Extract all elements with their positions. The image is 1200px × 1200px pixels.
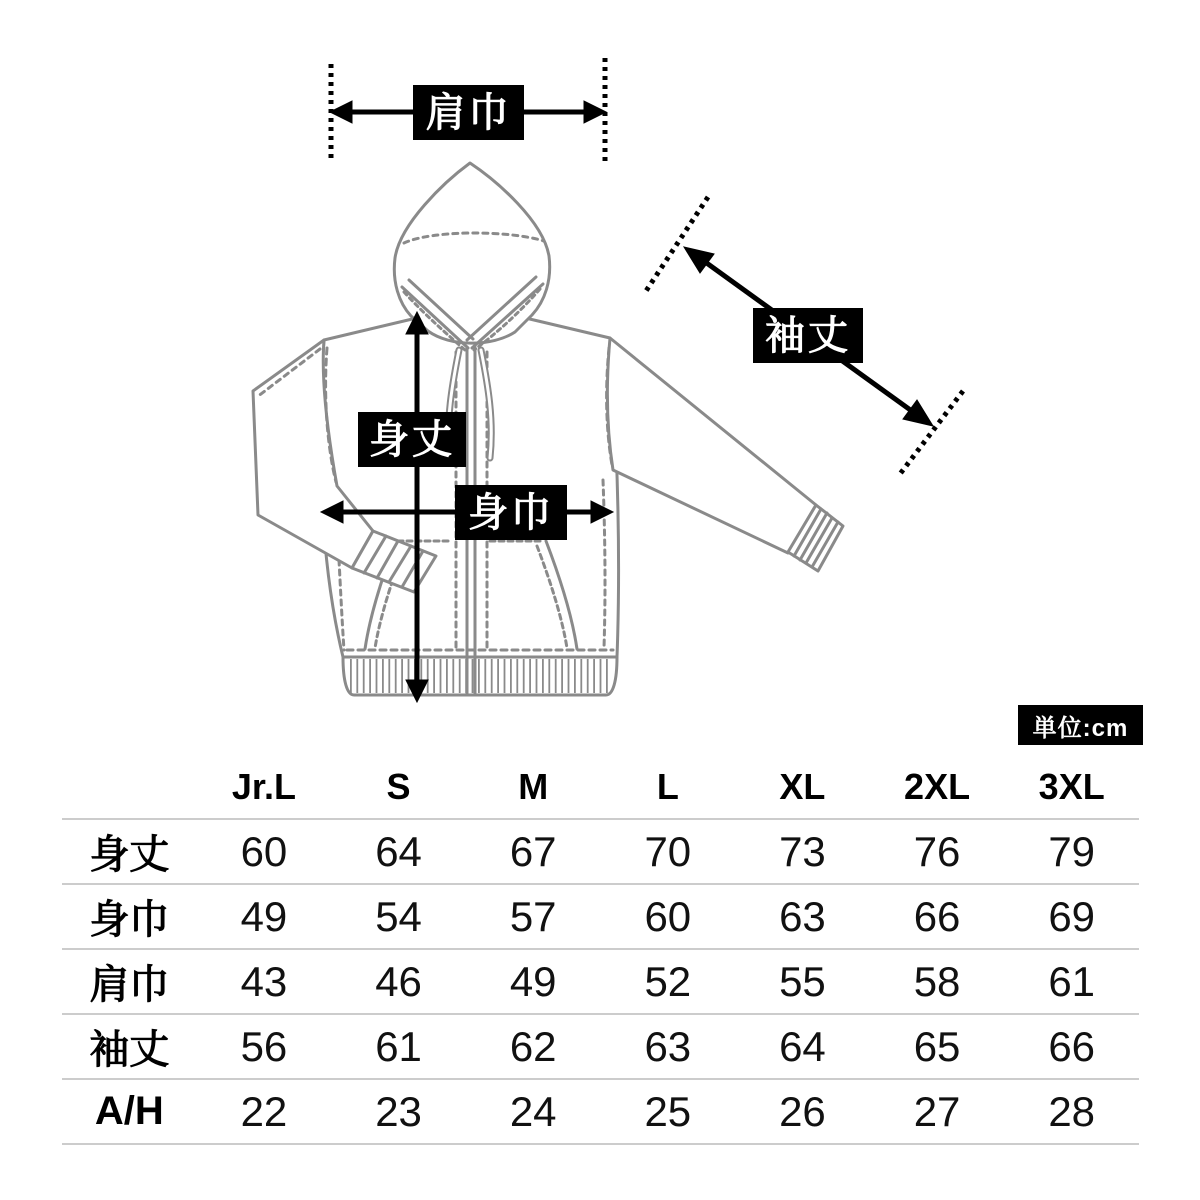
value-cell: 63	[644, 1022, 692, 1070]
value-cell: 58	[913, 957, 961, 1005]
value-cell: 67	[509, 827, 557, 875]
value-cell: 70	[644, 827, 692, 875]
col-header: L	[656, 765, 679, 807]
value-cell: 60	[644, 892, 692, 940]
table-row-armhole	[62, 1080, 1139, 1145]
value-cell: 69	[1048, 892, 1096, 940]
value-cell: 60	[240, 827, 288, 875]
row-label: 身丈	[89, 833, 170, 877]
hoodie-lineart	[253, 163, 843, 695]
table-row-shoulder-width	[62, 950, 1139, 1015]
value-cell: 22	[240, 1087, 288, 1135]
col-header: S	[386, 765, 411, 807]
value-cell: 55	[779, 957, 826, 1005]
value-cell: 54	[375, 892, 422, 940]
col-header: XL	[779, 765, 826, 807]
col-header: M	[518, 765, 549, 807]
value-cell: 23	[375, 1087, 422, 1135]
sleeve-length-label: 袖丈	[753, 308, 863, 363]
table-row-body-length	[62, 820, 1139, 885]
body-width-label: 身巾	[455, 485, 567, 540]
value-cell: 52	[644, 957, 692, 1005]
value-cell: 64	[779, 1022, 826, 1070]
col-header: Jr.L	[231, 765, 296, 807]
value-cell: 62	[509, 1022, 557, 1070]
value-cell: 73	[779, 827, 826, 875]
body-length-label: 身丈	[358, 412, 466, 467]
value-cell: 63	[779, 892, 826, 940]
value-cell: 49	[240, 892, 288, 940]
value-cell: 61	[375, 1022, 422, 1070]
row-label: 袖丈	[89, 1028, 170, 1072]
value-cell: 66	[913, 892, 961, 940]
row-label: 身巾	[89, 898, 170, 942]
row-label: 肩巾	[89, 963, 170, 1007]
col-header: 3XL	[1038, 765, 1105, 807]
unit-badge: 単位:cm	[1018, 705, 1143, 745]
value-cell: 43	[240, 957, 288, 1005]
value-cell: 46	[375, 957, 422, 1005]
value-cell: 76	[913, 827, 961, 875]
value-cell: 57	[509, 892, 557, 940]
value-cell: 26	[779, 1087, 826, 1135]
value-cell: 65	[913, 1022, 961, 1070]
value-cell: 56	[240, 1022, 288, 1070]
col-header: 2XL	[904, 765, 971, 807]
value-cell: 79	[1048, 827, 1096, 875]
size-table-header-row	[62, 755, 1139, 820]
table-row-body-width	[62, 885, 1139, 950]
size-table	[62, 755, 1139, 1145]
value-cell: 49	[509, 957, 557, 1005]
value-cell: 66	[1048, 1022, 1096, 1070]
shoulder-width-label: 肩巾	[413, 85, 524, 140]
value-cell: 27	[913, 1087, 961, 1135]
row-label: A/H	[94, 1089, 164, 1133]
value-cell: 25	[644, 1087, 692, 1135]
value-cell: 24	[509, 1087, 557, 1135]
value-cell: 61	[1048, 957, 1096, 1005]
table-row-sleeve-length	[62, 1015, 1139, 1080]
value-cell: 64	[375, 827, 422, 875]
value-cell: 28	[1048, 1087, 1096, 1135]
